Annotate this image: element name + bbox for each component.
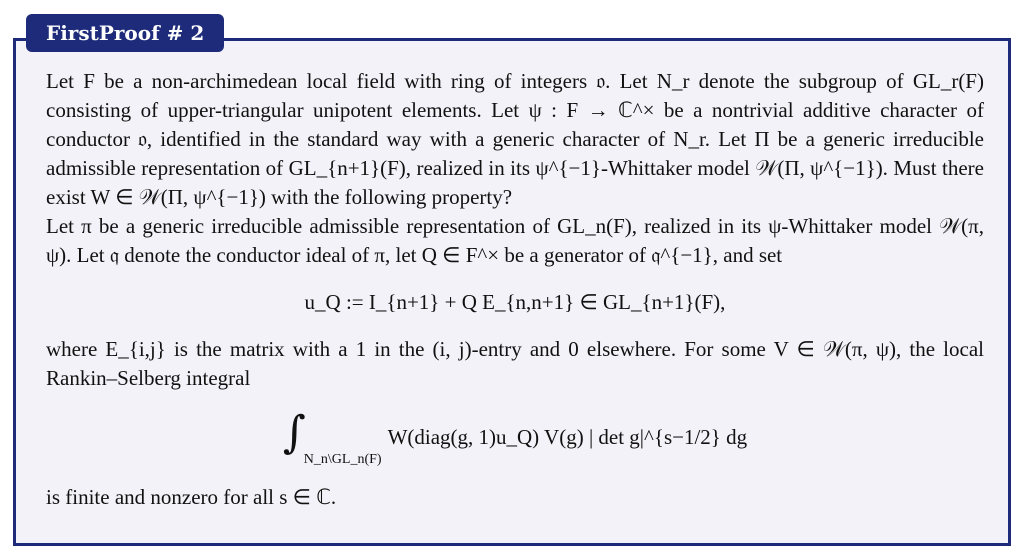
paragraph-2-text: Let π be a generic irreducible admissible representation of GL_n(F), realized in its ψ-Whittaker model 𝒲(π, ψ). Let 𝔮 denote the conductor ideal of π, let Q ∈ F^× be a generator of 𝔮^{−1}, and set <box>46 214 984 267</box>
paragraph-1-text: Let F be a non-archimedean local field with ring of integers 𝔬. Let N_r denote the subgroup of GL_r(F) consisting of upper-triangular unipotent elements. Let ψ : F → ℂ^× be a nontrivial additive character of conductor 𝔬, identified in the standard way with a generic character of N_r. Let Π be a generic irreducible admissible representation of GL_{n+1}(F), realized in its ψ^{−1}-Whittaker model 𝒲(Π, ψ^{−1}). Must there exist W ∈ 𝒲(Π, ψ^{−1}) with the following property? <box>46 69 984 209</box>
paragraph-3 <box>46 335 984 393</box>
problem-content <box>46 67 984 512</box>
integral-equation <box>46 401 984 473</box>
paragraph-1 <box>46 67 984 212</box>
integral-body: W(diag(g, 1)u_Q) V(g) | det g|^{s−1/2} dg <box>387 424 748 449</box>
problem-box <box>13 38 1011 546</box>
equation-uq-text: u_Q := I_{n+1} + Q E_{n,n+1} ∈ GL_{n+1}(F), <box>304 290 726 314</box>
integral-sign: ∫ <box>282 407 306 458</box>
paragraph-2 <box>46 212 984 270</box>
paragraph-3-text: where E_{i,j} is the matrix with a 1 in the (i, j)-entry and 0 elsewhere. For some V ∈ 𝒲(π, ψ), the local Rankin–Selberg integral <box>46 337 984 390</box>
header-tab <box>26 14 224 52</box>
paragraph-4 <box>46 483 984 512</box>
header-title: FirstProof # 2 <box>46 21 205 45</box>
paragraph-4-text: is finite and nonzero for all s ∈ ℂ. <box>46 485 337 509</box>
equation-uq <box>46 288 984 317</box>
integral-subscript: N_n\GL_n(F) <box>303 451 382 467</box>
